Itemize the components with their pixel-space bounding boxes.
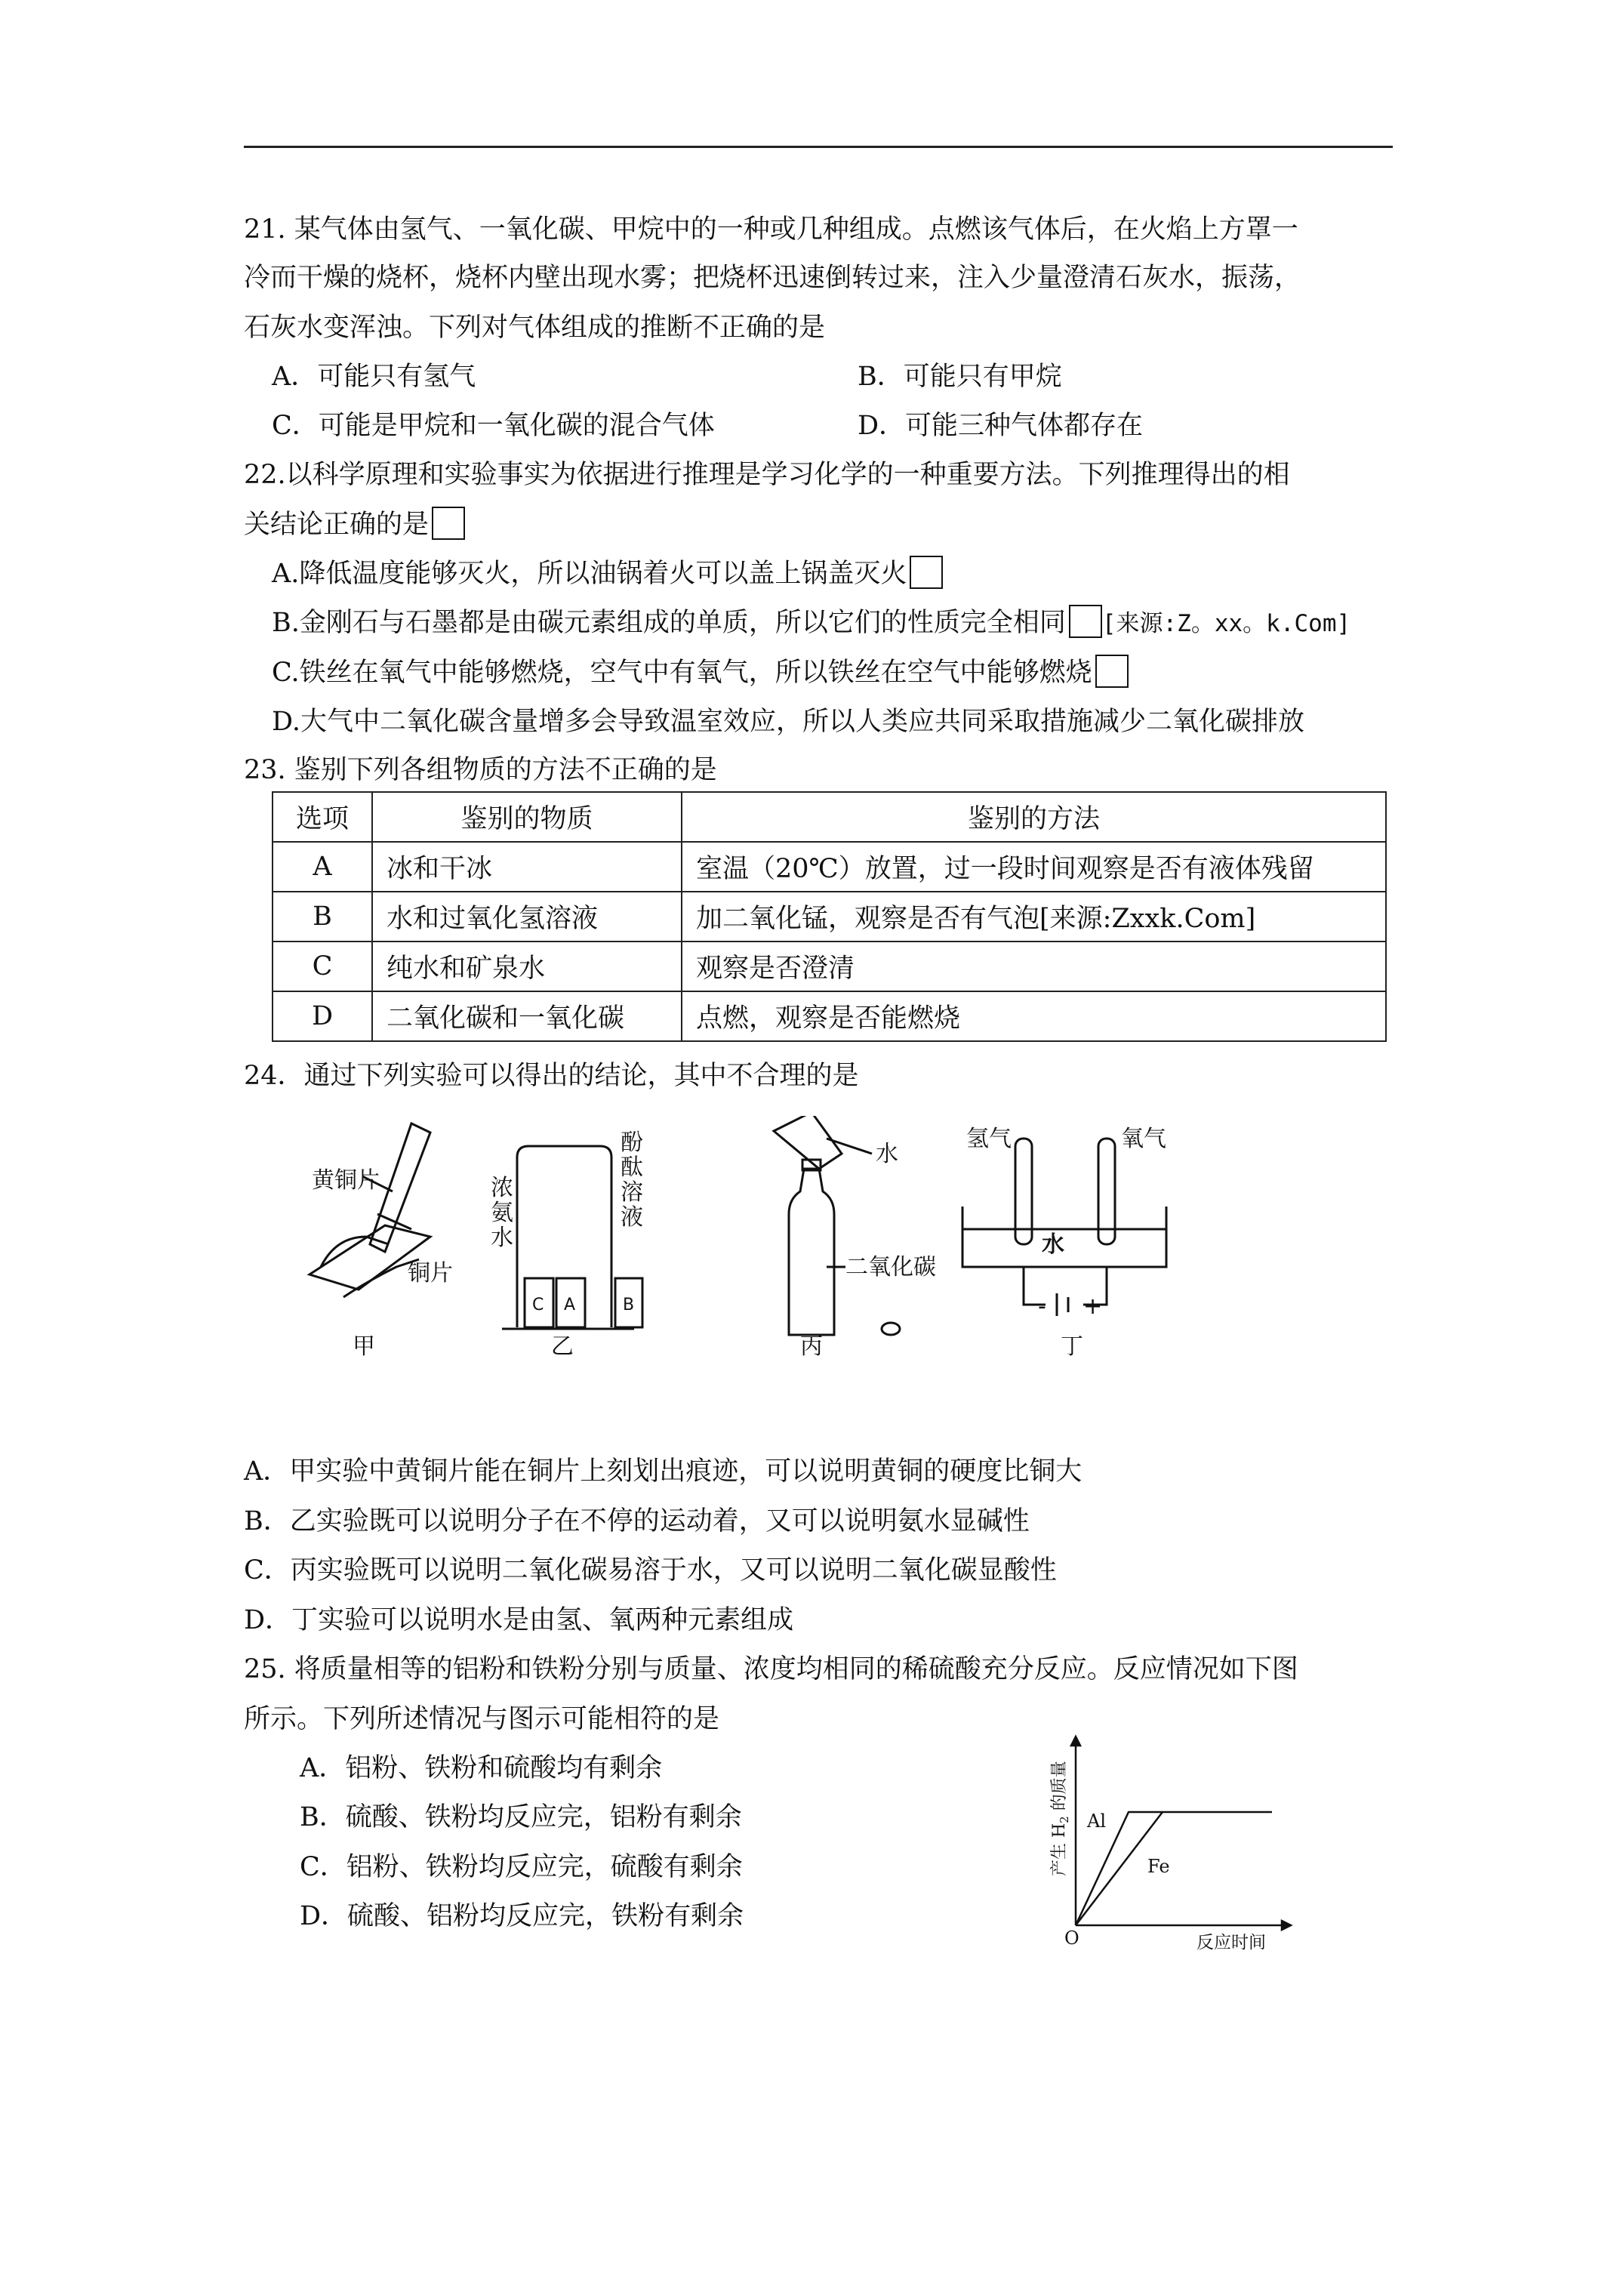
q21-stem-line3: 石灰水变浑浊。下列对气体组成的推断不正确的是 xyxy=(244,313,826,343)
experiment-ding xyxy=(962,1126,1166,1360)
q23-stem: 23. 鉴别下列各组物质的方法不正确的是 xyxy=(244,755,717,785)
beaker-a-label: A xyxy=(564,1296,576,1314)
label-tongpian: 铜片 xyxy=(408,1260,453,1287)
label-water: 水 xyxy=(876,1141,898,1167)
source-watermark: [来源:Z。xx。k.Com] xyxy=(1101,610,1351,637)
table-cell: 观察是否澄清 xyxy=(682,942,1386,991)
answer-box xyxy=(1095,655,1129,688)
label-co2: 二氧化碳 xyxy=(845,1254,936,1281)
q22-option-a xyxy=(272,555,943,593)
label-elec-water: 水 xyxy=(1042,1231,1064,1258)
q22-option-b xyxy=(272,604,1350,643)
table-cell: 室温（20℃）放置，过一段时间观察是否有液体残留 xyxy=(682,842,1386,892)
q21-option-c: C．可能是甲烷和一氧化碳的混合气体 xyxy=(272,411,715,441)
q22-option-c-text: C.铁丝在氧气中能够燃烧，空气中有氧气，所以铁丝在空气中能够燃烧 xyxy=(272,658,1092,688)
table-cell: 二氧化碳和一氧化碳 xyxy=(372,991,682,1041)
label-nong: 浓 xyxy=(491,1175,513,1201)
q25-option-b: B．硫酸、铁粉均反应完，铝粉有剩余 xyxy=(300,1802,742,1832)
label-bing: 丙 xyxy=(800,1333,823,1360)
q22-option-d: D.大气中二氧化碳含量增多会导致温室效应，所以人类应共同采取措施减少二氧化碳排放 xyxy=(272,707,1304,737)
q23-table xyxy=(272,791,1387,1042)
q21-option-d: D．可能三种气体都存在 xyxy=(858,411,1144,441)
table-row xyxy=(273,942,1386,991)
x-axis-arrow xyxy=(1282,1921,1291,1930)
q21-stem-line2: 冷而干燥的烧杯，烧杯内壁出现水雾；把烧杯迅速倒转过来，注入少量澄清石灰水，振荡， xyxy=(244,263,1301,293)
q22-stem-line2 xyxy=(244,506,465,544)
table-cell: A xyxy=(273,842,372,892)
table-cell: 加二氧化锰，观察是否有气泡[来源:Zxxk.Com] xyxy=(682,892,1386,942)
q24-stem: 24．通过下列实验可以得出的结论，其中不合理的是 xyxy=(244,1061,859,1091)
table-cell: 水和过氧化氢溶液 xyxy=(372,892,682,942)
table-row xyxy=(273,991,1386,1041)
label-h2: 氢气 xyxy=(966,1126,1012,1152)
label-yi: 乙 xyxy=(551,1333,574,1360)
label-fen: 酚 xyxy=(621,1130,643,1156)
label-ye: 液 xyxy=(621,1204,643,1231)
q24-option-a: A．甲实验中黄铜片能在铜片上刻划出痕迹，可以说明黄铜的硬度比铜大 xyxy=(244,1456,1083,1487)
label-rong: 溶 xyxy=(621,1179,643,1206)
experiment-bing xyxy=(774,1116,936,1360)
label-huangtongpian: 黄铜片 xyxy=(312,1167,380,1194)
label-fe: Fe xyxy=(1147,1856,1170,1877)
beaker-c-label: C xyxy=(532,1296,544,1314)
label-al: Al xyxy=(1087,1811,1107,1832)
label-ding: 丁 xyxy=(1061,1333,1083,1360)
y-axis-label xyxy=(1050,1761,1071,1876)
answer-box xyxy=(910,556,943,589)
x-axis-label: 反应时间 xyxy=(1196,1933,1266,1952)
label-origin: O xyxy=(1064,1928,1079,1949)
y-axis-label-part: 产生 H xyxy=(1050,1823,1069,1876)
label-o2: 氧气 xyxy=(1121,1126,1166,1152)
q24-experiment-figure xyxy=(298,1116,1204,1373)
table-header: 鉴别的物质 xyxy=(372,792,682,842)
table-header-row xyxy=(273,792,1386,842)
q21-stem-line1: 21. 某气体由氢气、一氧化碳、甲烷中的一种或几种组成。点燃该气体后，在火焰上方罩一 xyxy=(244,214,1298,245)
beaker-b-label: B xyxy=(623,1296,635,1314)
y-axis-label-part: 的质量 xyxy=(1050,1761,1069,1817)
label-an: 氨 xyxy=(491,1200,513,1226)
q25-option-c: C．铝粉、铁粉均反应完，硫酸有剩余 xyxy=(300,1852,743,1882)
q22-stem-line1: 22.以科学原理和实验事实为依据进行推理是学习化学的一种重要方法。下列推理得出的相 xyxy=(244,460,1290,490)
q25-option-a: A．铝粉、铁粉和硫酸均有剩余 xyxy=(300,1753,663,1783)
q22-stem-text: 关结论正确的是 xyxy=(244,510,430,540)
q22-option-b-text: B.金刚石与石墨都是由碳元素组成的单质，所以它们的性质完全相同 xyxy=(272,608,1066,638)
table-cell: 点燃，观察是否能燃烧 xyxy=(682,991,1386,1041)
table-cell: B xyxy=(273,892,372,942)
answer-box xyxy=(432,507,465,540)
table-cell: 纯水和矿泉水 xyxy=(372,942,682,991)
experiment-yi xyxy=(491,1130,643,1360)
header-rule xyxy=(244,146,1393,148)
hand xyxy=(321,1237,419,1297)
table-cell: 冰和干冰 xyxy=(372,842,682,892)
label-minus: - xyxy=(1038,1293,1046,1320)
table-header: 选项 xyxy=(273,792,372,842)
electrolysis-trough xyxy=(962,1207,1166,1267)
table-row xyxy=(273,892,1386,942)
q21-option-a: A．可能只有氢气 xyxy=(272,362,476,392)
q24-option-d: D．丁实验可以说明水是由氢、氧两种元素组成 xyxy=(244,1605,794,1635)
table-cell: C xyxy=(273,942,372,991)
q22-option-c xyxy=(272,654,1129,692)
label-jia: 甲 xyxy=(353,1333,375,1360)
table-row xyxy=(273,842,1386,892)
y-axis-arrow xyxy=(1071,1737,1080,1746)
y-axis-label-sub: 2 xyxy=(1058,1816,1071,1823)
plastic-bottle xyxy=(789,1169,834,1335)
q25-stem-line1: 25. 将质量相等的铝粉和铁粉分别与质量、浓度均相同的稀硫酸充分反应。反应情况如下图 xyxy=(244,1654,1298,1684)
bottle-cap-loose xyxy=(882,1323,900,1335)
experiment-jia xyxy=(310,1123,453,1360)
q24-option-b: B．乙实验既可以说明分子在不停的运动着，又可以说明氨水显碱性 xyxy=(244,1506,1030,1536)
q21-option-b: B．可能只有甲烷 xyxy=(858,362,1062,392)
table-cell: D xyxy=(273,991,372,1041)
q22-option-a-text: A.降低温度能够灭火，所以油锅着火可以盖上锅盖灭火 xyxy=(272,559,907,589)
table-header: 鉴别的方法 xyxy=(682,792,1386,842)
label-shui: 水 xyxy=(491,1225,513,1251)
q25-option-d: D．硫酸、铝粉均反应完，铁粉有剩余 xyxy=(300,1901,744,1931)
answer-box xyxy=(1069,605,1102,638)
label-tai: 酞 xyxy=(621,1154,643,1181)
q25-stem-line2: 所示。下列所述情况与图示可能相符的是 xyxy=(244,1704,720,1734)
q24-option-c: C．丙实验既可以说明二氧化碳易溶于水，又可以说明二氧化碳显酸性 xyxy=(244,1555,1057,1586)
label-plus: + xyxy=(1083,1293,1103,1320)
q25-h2-graph xyxy=(1034,1729,1306,1955)
